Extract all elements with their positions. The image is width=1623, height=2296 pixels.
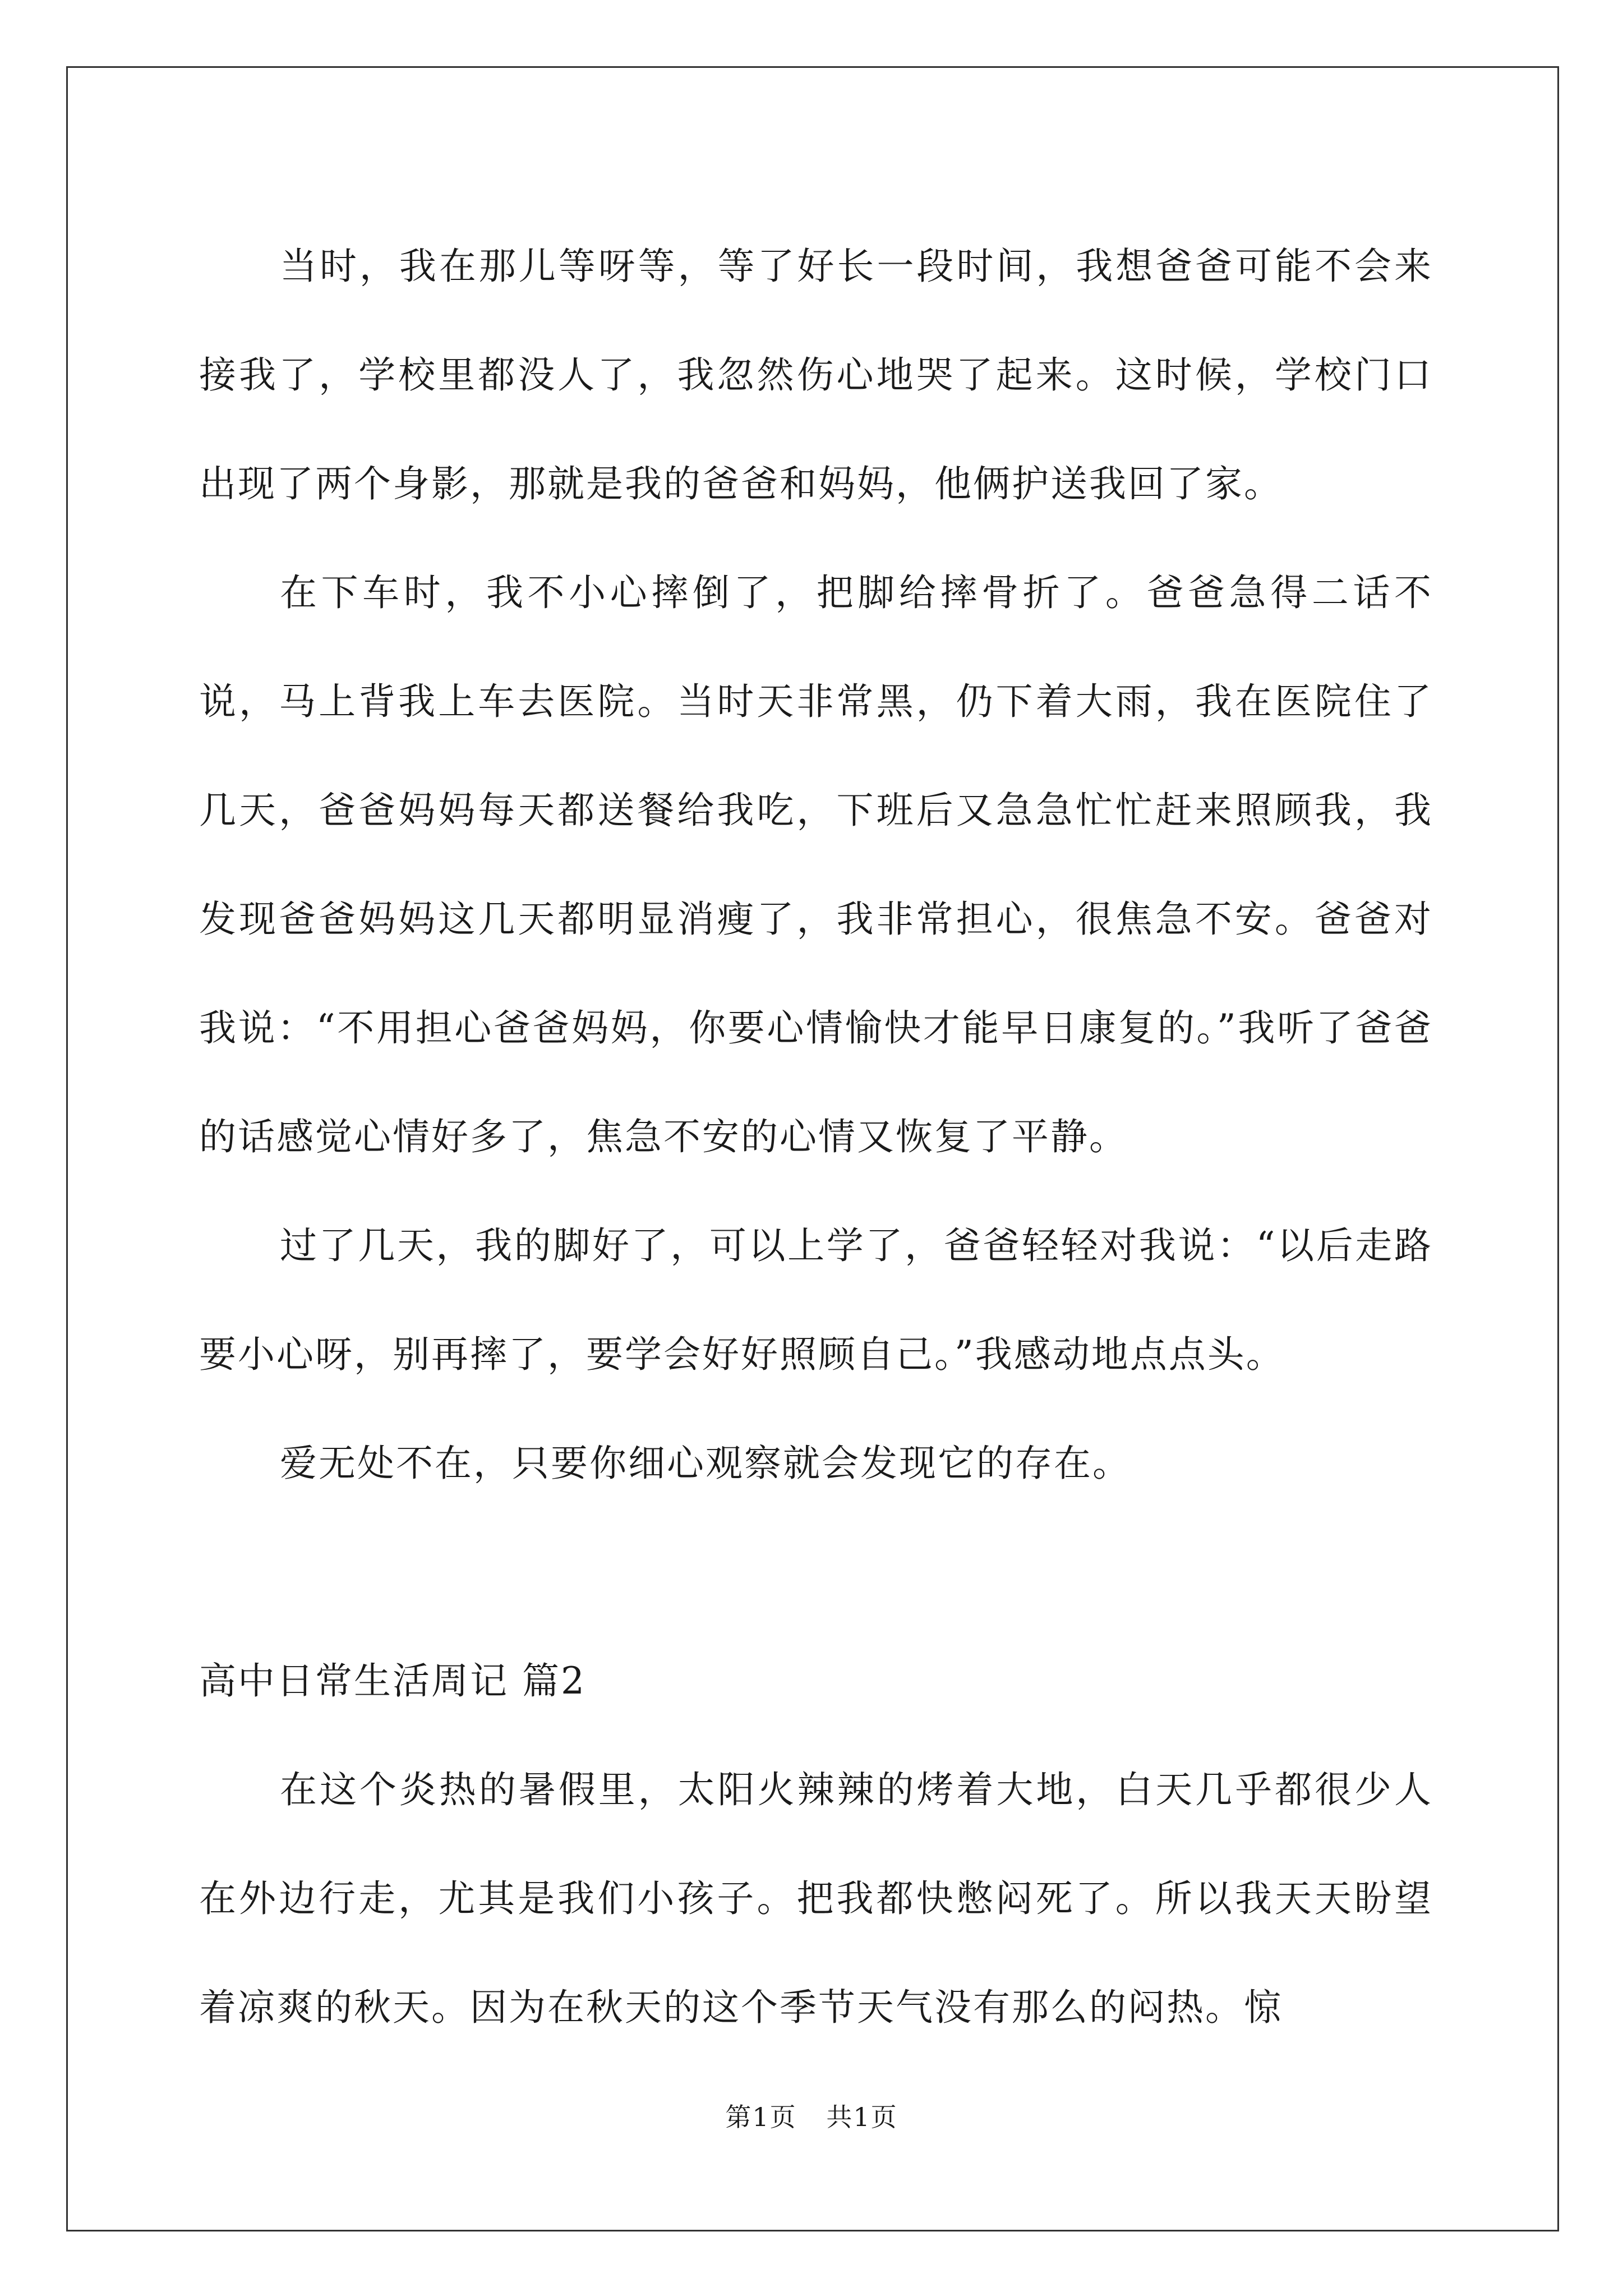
section-heading: 高中日常生活周记 篇2 (199, 1659, 586, 1703)
paragraph-2: 在下车时，我不小心摔倒了，把脚给摔骨折了。爸爸急得二话不说，马上背我上车去医院。当时天非常黑，仍下着大雨，我在医院住了几天，爸爸妈妈每天都送餐给我吃，下班后又急急忙忙赶来照顾我，我发现爸爸妈妈这几天都明显消瘦了，我非常担心，很焦急不安。爸爸对我说：“不用担心爸爸妈妈，你要心情愉快才能早日康复的。”我听了爸爸的话感觉心情好多了，焦急不安的心情又恢复了平静。 (199, 571, 1433, 1158)
paragraph-4: 爱无处不在，只要你细心观察就会发现它的存在。 (280, 1442, 1131, 1485)
document-body (199, 212, 1433, 2062)
page-footer (0, 2097, 1623, 2134)
paragraph-3: 过了几天，我的脚好了，可以上学了，爸爸轻轻对我说：“以后走路要小心呀，别再摔了，要学会好好照顾自己。”我感动地点点头。 (199, 1224, 1433, 1376)
page-total: 共1页 (826, 2102, 898, 2132)
section-paragraph-1: 在这个炎热的暑假里，太阳火辣辣的烤着大地，白天几乎都很少人在外边行走，尤其是我们小孩子。把我都快憋闷死了。所以我天天盼望着凉爽的秋天。因为在秋天的这个季节天气没有那么的闷热。惊 (199, 1768, 1433, 2029)
paragraph-1: 当时，我在那儿等呀等，等了好长一段时间，我想爸爸可能不会来接我了，学校里都没人了，我忽然伤心地哭了起来。这时候，学校门口出现了两个身影，那就是我的爸爸和妈妈，他俩护送我回了家。 (199, 245, 1433, 505)
page-number: 第1页 (725, 2102, 797, 2132)
